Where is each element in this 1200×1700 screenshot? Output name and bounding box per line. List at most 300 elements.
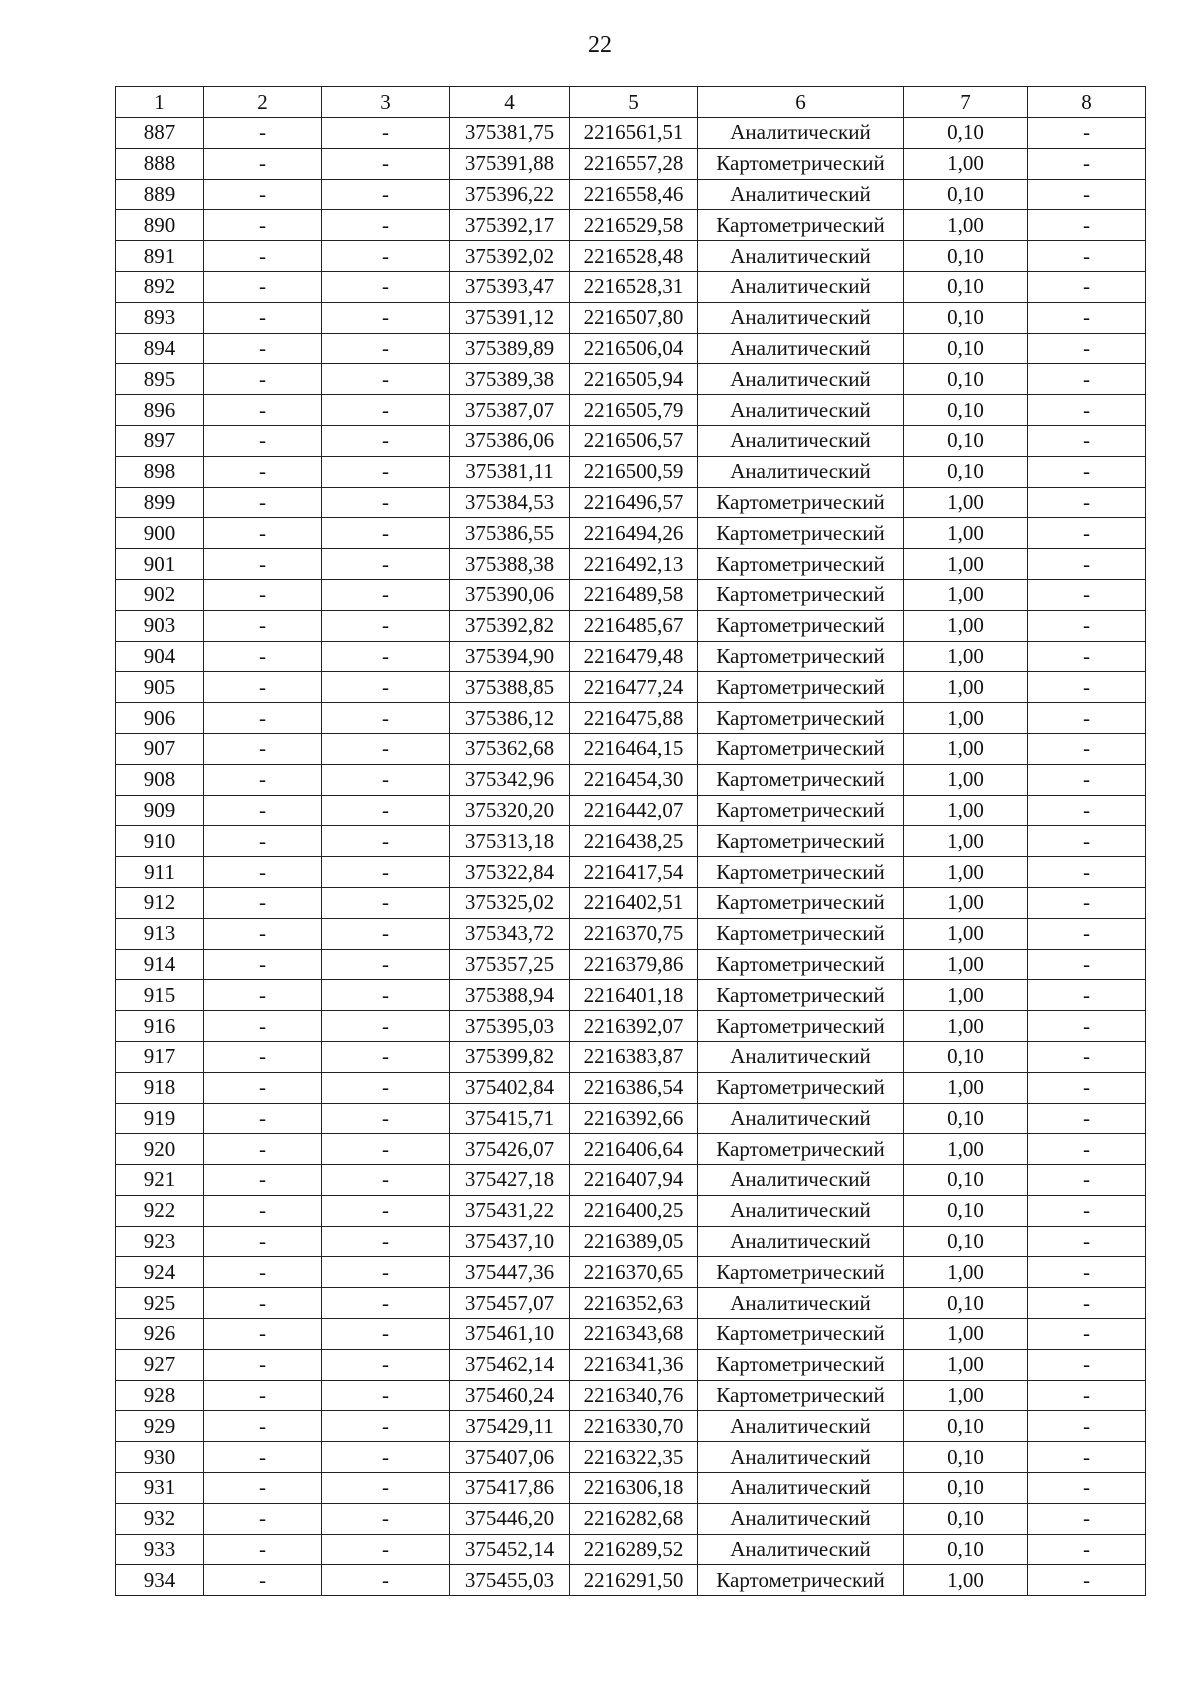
cell-col-8: - [1028, 980, 1146, 1011]
coordinates-table [115, 86, 1146, 1596]
cell-accuracy: 1,00 [904, 1380, 1028, 1411]
table-row [116, 1041, 1146, 1072]
cell-accuracy: 1,00 [904, 579, 1028, 610]
cell-coord-y: 2216379,86 [570, 949, 698, 980]
cell-col-8: - [1028, 210, 1146, 241]
table-row [116, 887, 1146, 918]
cell-point-number: 888 [116, 148, 204, 179]
cell-method: Картометрический [698, 1349, 904, 1380]
cell-col-2: - [204, 333, 322, 364]
cell-coord-y: 2216557,28 [570, 148, 698, 179]
cell-coord-x: 375389,89 [450, 333, 570, 364]
cell-col-2: - [204, 579, 322, 610]
cell-col-2: - [204, 1473, 322, 1504]
cell-point-number: 912 [116, 887, 204, 918]
cell-col-3: - [322, 980, 450, 1011]
cell-col-2: - [204, 1103, 322, 1134]
cell-accuracy: 1,00 [904, 918, 1028, 949]
cell-coord-y: 2216386,54 [570, 1072, 698, 1103]
column-header-2: 2 [204, 87, 322, 118]
cell-col-3: - [322, 641, 450, 672]
cell-coord-x: 375431,22 [450, 1195, 570, 1226]
cell-coord-y: 2216477,24 [570, 672, 698, 703]
cell-coord-x: 375388,85 [450, 672, 570, 703]
cell-col-2: - [204, 918, 322, 949]
cell-coord-y: 2216370,65 [570, 1257, 698, 1288]
table-row [116, 733, 1146, 764]
cell-col-8: - [1028, 179, 1146, 210]
cell-accuracy: 1,00 [904, 549, 1028, 580]
cell-coord-y: 2216485,67 [570, 610, 698, 641]
cell-accuracy: 0,10 [904, 302, 1028, 333]
cell-col-8: - [1028, 887, 1146, 918]
cell-col-3: - [322, 1134, 450, 1165]
cell-col-3: - [322, 857, 450, 888]
cell-col-8: - [1028, 1288, 1146, 1319]
cell-coord-x: 375427,18 [450, 1165, 570, 1196]
column-header-7: 7 [904, 87, 1028, 118]
cell-coord-y: 2216500,59 [570, 456, 698, 487]
cell-method: Картометрический [698, 857, 904, 888]
cell-coord-x: 375381,11 [450, 456, 570, 487]
table-row [116, 456, 1146, 487]
cell-coord-x: 375407,06 [450, 1442, 570, 1473]
cell-coord-x: 375394,90 [450, 641, 570, 672]
cell-method: Картометрический [698, 579, 904, 610]
cell-col-8: - [1028, 1565, 1146, 1596]
cell-col-3: - [322, 795, 450, 826]
cell-method: Картометрический [698, 887, 904, 918]
cell-method: Картометрический [698, 1319, 904, 1350]
cell-col-3: - [322, 1411, 450, 1442]
cell-accuracy: 1,00 [904, 518, 1028, 549]
cell-col-2: - [204, 1380, 322, 1411]
cell-col-3: - [322, 549, 450, 580]
cell-point-number: 891 [116, 241, 204, 272]
cell-accuracy: 0,10 [904, 1411, 1028, 1442]
table-row [116, 549, 1146, 580]
cell-point-number: 925 [116, 1288, 204, 1319]
table-row [116, 918, 1146, 949]
cell-col-8: - [1028, 764, 1146, 795]
cell-coord-y: 2216322,35 [570, 1442, 698, 1473]
cell-col-2: - [204, 241, 322, 272]
cell-col-2: - [204, 364, 322, 395]
cell-method: Картометрический [698, 1011, 904, 1042]
cell-point-number: 913 [116, 918, 204, 949]
cell-coord-x: 375320,20 [450, 795, 570, 826]
cell-coord-y: 2216289,52 [570, 1534, 698, 1565]
cell-accuracy: 1,00 [904, 1257, 1028, 1288]
cell-col-3: - [322, 518, 450, 549]
cell-col-2: - [204, 1165, 322, 1196]
column-header-6: 6 [698, 87, 904, 118]
cell-point-number: 919 [116, 1103, 204, 1134]
cell-point-number: 916 [116, 1011, 204, 1042]
cell-col-3: - [322, 1442, 450, 1473]
cell-method: Аналитический [698, 1195, 904, 1226]
cell-point-number: 896 [116, 395, 204, 426]
table-row [116, 795, 1146, 826]
table-row [116, 1257, 1146, 1288]
cell-accuracy: 1,00 [904, 641, 1028, 672]
cell-col-2: - [204, 1226, 322, 1257]
cell-coord-y: 2216402,51 [570, 887, 698, 918]
cell-method: Картометрический [698, 980, 904, 1011]
cell-col-3: - [322, 1257, 450, 1288]
cell-coord-y: 2216454,30 [570, 764, 698, 795]
cell-coord-x: 375392,82 [450, 610, 570, 641]
cell-method: Аналитический [698, 364, 904, 395]
cell-col-8: - [1028, 364, 1146, 395]
cell-accuracy: 0,10 [904, 1442, 1028, 1473]
cell-coord-y: 2216406,64 [570, 1134, 698, 1165]
cell-col-8: - [1028, 1134, 1146, 1165]
cell-col-8: - [1028, 1165, 1146, 1196]
cell-accuracy: 1,00 [904, 733, 1028, 764]
cell-coord-x: 375362,68 [450, 733, 570, 764]
cell-col-2: - [204, 1257, 322, 1288]
table-row [116, 518, 1146, 549]
cell-accuracy: 0,10 [904, 1165, 1028, 1196]
cell-col-3: - [322, 1473, 450, 1504]
cell-col-2: - [204, 1503, 322, 1534]
cell-method: Картометрический [698, 1072, 904, 1103]
cell-accuracy: 0,10 [904, 241, 1028, 272]
cell-point-number: 917 [116, 1041, 204, 1072]
cell-coord-x: 375386,12 [450, 703, 570, 734]
cell-col-3: - [322, 1288, 450, 1319]
cell-col-2: - [204, 1195, 322, 1226]
cell-point-number: 904 [116, 641, 204, 672]
cell-col-3: - [322, 1503, 450, 1534]
cell-coord-y: 2216389,05 [570, 1226, 698, 1257]
cell-col-8: - [1028, 1011, 1146, 1042]
cell-coord-y: 2216392,07 [570, 1011, 698, 1042]
cell-method: Картометрический [698, 733, 904, 764]
cell-coord-x: 375386,55 [450, 518, 570, 549]
cell-coord-x: 375392,17 [450, 210, 570, 241]
cell-col-3: - [322, 887, 450, 918]
cell-col-2: - [204, 949, 322, 980]
cell-method: Картометрический [698, 795, 904, 826]
cell-point-number: 905 [116, 672, 204, 703]
cell-col-3: - [322, 210, 450, 241]
cell-accuracy: 1,00 [904, 1134, 1028, 1165]
cell-point-number: 906 [116, 703, 204, 734]
cell-coord-x: 375415,71 [450, 1103, 570, 1134]
table-row [116, 949, 1146, 980]
cell-col-2: - [204, 518, 322, 549]
cell-method: Картометрический [698, 1134, 904, 1165]
cell-point-number: 901 [116, 549, 204, 580]
cell-coord-y: 2216400,25 [570, 1195, 698, 1226]
cell-point-number: 894 [116, 333, 204, 364]
cell-accuracy: 0,10 [904, 1473, 1028, 1504]
cell-point-number: 908 [116, 764, 204, 795]
cell-col-3: - [322, 764, 450, 795]
cell-accuracy: 0,10 [904, 1534, 1028, 1565]
cell-coord-x: 375386,06 [450, 425, 570, 456]
cell-col-3: - [322, 1011, 450, 1042]
table-row [116, 1165, 1146, 1196]
column-header-1: 1 [116, 87, 204, 118]
table-row [116, 1072, 1146, 1103]
cell-coord-y: 2216505,94 [570, 364, 698, 395]
cell-coord-x: 375455,03 [450, 1565, 570, 1596]
cell-col-3: - [322, 826, 450, 857]
table-row [116, 1534, 1146, 1565]
cell-coord-x: 375457,07 [450, 1288, 570, 1319]
cell-col-8: - [1028, 1257, 1146, 1288]
cell-col-8: - [1028, 333, 1146, 364]
cell-col-3: - [322, 148, 450, 179]
cell-coord-y: 2216291,50 [570, 1565, 698, 1596]
cell-accuracy: 0,10 [904, 1103, 1028, 1134]
table-row [116, 302, 1146, 333]
cell-coord-x: 375437,10 [450, 1226, 570, 1257]
cell-method: Аналитический [698, 333, 904, 364]
cell-point-number: 929 [116, 1411, 204, 1442]
cell-method: Аналитический [698, 1503, 904, 1534]
cell-col-8: - [1028, 826, 1146, 857]
cell-method: Картометрический [698, 1565, 904, 1596]
cell-point-number: 897 [116, 425, 204, 456]
cell-accuracy: 1,00 [904, 210, 1028, 241]
cell-point-number: 932 [116, 1503, 204, 1534]
cell-col-3: - [322, 302, 450, 333]
cell-col-2: - [204, 1349, 322, 1380]
cell-accuracy: 1,00 [904, 148, 1028, 179]
cell-method: Картометрический [698, 518, 904, 549]
cell-col-8: - [1028, 1503, 1146, 1534]
cell-coord-y: 2216442,07 [570, 795, 698, 826]
table-row [116, 703, 1146, 734]
column-header-4: 4 [450, 87, 570, 118]
cell-accuracy: 1,00 [904, 887, 1028, 918]
cell-accuracy: 0,10 [904, 118, 1028, 149]
cell-accuracy: 1,00 [904, 826, 1028, 857]
cell-point-number: 911 [116, 857, 204, 888]
cell-col-8: - [1028, 672, 1146, 703]
cell-col-2: - [204, 703, 322, 734]
cell-point-number: 895 [116, 364, 204, 395]
table-row [116, 672, 1146, 703]
cell-coord-y: 2216401,18 [570, 980, 698, 1011]
cell-coord-x: 375417,86 [450, 1473, 570, 1504]
cell-coord-y: 2216561,51 [570, 118, 698, 149]
cell-col-2: - [204, 641, 322, 672]
cell-coord-y: 2216506,04 [570, 333, 698, 364]
cell-method: Картометрический [698, 610, 904, 641]
cell-col-8: - [1028, 518, 1146, 549]
cell-coord-x: 375446,20 [450, 1503, 570, 1534]
cell-col-3: - [322, 241, 450, 272]
cell-point-number: 927 [116, 1349, 204, 1380]
cell-coord-x: 375460,24 [450, 1380, 570, 1411]
cell-method: Аналитический [698, 179, 904, 210]
cell-coord-y: 2216341,36 [570, 1349, 698, 1380]
cell-point-number: 903 [116, 610, 204, 641]
cell-point-number: 922 [116, 1195, 204, 1226]
cell-method: Аналитический [698, 1103, 904, 1134]
table-header-row [116, 87, 1146, 118]
cell-method: Аналитический [698, 395, 904, 426]
cell-coord-x: 375389,38 [450, 364, 570, 395]
cell-accuracy: 0,10 [904, 364, 1028, 395]
cell-col-2: - [204, 980, 322, 1011]
cell-col-8: - [1028, 395, 1146, 426]
cell-col-2: - [204, 1134, 322, 1165]
cell-coord-y: 2216529,58 [570, 210, 698, 241]
table-row [116, 241, 1146, 272]
cell-method: Картометрический [698, 1380, 904, 1411]
cell-col-8: - [1028, 795, 1146, 826]
cell-col-8: - [1028, 1103, 1146, 1134]
cell-coord-y: 2216528,48 [570, 241, 698, 272]
cell-col-2: - [204, 1288, 322, 1319]
cell-col-2: - [204, 1565, 322, 1596]
cell-method: Аналитический [698, 1442, 904, 1473]
cell-col-3: - [322, 1195, 450, 1226]
cell-method: Картометрический [698, 641, 904, 672]
cell-col-3: - [322, 271, 450, 302]
cell-col-8: - [1028, 1380, 1146, 1411]
cell-point-number: 928 [116, 1380, 204, 1411]
cell-col-8: - [1028, 425, 1146, 456]
cell-accuracy: 0,10 [904, 333, 1028, 364]
cell-coord-y: 2216492,13 [570, 549, 698, 580]
cell-col-8: - [1028, 549, 1146, 580]
cell-point-number: 899 [116, 487, 204, 518]
cell-col-3: - [322, 579, 450, 610]
cell-col-8: - [1028, 1534, 1146, 1565]
table-row [116, 210, 1146, 241]
cell-coord-x: 375325,02 [450, 887, 570, 918]
cell-col-3: - [322, 487, 450, 518]
cell-coord-x: 375388,94 [450, 980, 570, 1011]
cell-coord-y: 2216479,48 [570, 641, 698, 672]
cell-col-2: - [204, 672, 322, 703]
cell-point-number: 889 [116, 179, 204, 210]
cell-col-2: - [204, 764, 322, 795]
cell-col-3: - [322, 1072, 450, 1103]
cell-accuracy: 1,00 [904, 1072, 1028, 1103]
cell-coord-x: 375387,07 [450, 395, 570, 426]
cell-coord-x: 375447,36 [450, 1257, 570, 1288]
cell-point-number: 926 [116, 1319, 204, 1350]
cell-accuracy: 1,00 [904, 857, 1028, 888]
cell-col-2: - [204, 425, 322, 456]
cell-col-8: - [1028, 610, 1146, 641]
table-row [116, 579, 1146, 610]
cell-point-number: 933 [116, 1534, 204, 1565]
cell-col-2: - [204, 733, 322, 764]
cell-method: Картометрический [698, 826, 904, 857]
table-row [116, 425, 1146, 456]
cell-accuracy: 1,00 [904, 949, 1028, 980]
cell-col-3: - [322, 179, 450, 210]
cell-coord-y: 2216558,46 [570, 179, 698, 210]
table-row [116, 1442, 1146, 1473]
table-row [116, 1411, 1146, 1442]
cell-coord-y: 2216407,94 [570, 1165, 698, 1196]
cell-coord-y: 2216352,63 [570, 1288, 698, 1319]
cell-accuracy: 0,10 [904, 1041, 1028, 1072]
cell-accuracy: 0,10 [904, 179, 1028, 210]
cell-accuracy: 1,00 [904, 487, 1028, 518]
cell-coord-y: 2216340,76 [570, 1380, 698, 1411]
cell-point-number: 914 [116, 949, 204, 980]
cell-coord-x: 375357,25 [450, 949, 570, 980]
cell-accuracy: 1,00 [904, 703, 1028, 734]
cell-coord-x: 375429,11 [450, 1411, 570, 1442]
cell-col-8: - [1028, 918, 1146, 949]
cell-col-8: - [1028, 641, 1146, 672]
cell-col-8: - [1028, 148, 1146, 179]
cell-accuracy: 0,10 [904, 1226, 1028, 1257]
cell-col-8: - [1028, 1041, 1146, 1072]
cell-accuracy: 1,00 [904, 1349, 1028, 1380]
cell-method: Аналитический [698, 1226, 904, 1257]
cell-col-2: - [204, 210, 322, 241]
cell-col-2: - [204, 610, 322, 641]
cell-point-number: 893 [116, 302, 204, 333]
cell-col-2: - [204, 487, 322, 518]
table-row [116, 1103, 1146, 1134]
cell-accuracy: 1,00 [904, 672, 1028, 703]
table-row [116, 826, 1146, 857]
cell-accuracy: 1,00 [904, 610, 1028, 641]
cell-col-3: - [322, 118, 450, 149]
cell-point-number: 923 [116, 1226, 204, 1257]
cell-coord-x: 375402,84 [450, 1072, 570, 1103]
cell-col-2: - [204, 549, 322, 580]
cell-method: Аналитический [698, 1165, 904, 1196]
cell-method: Картометрический [698, 764, 904, 795]
cell-coord-y: 2216370,75 [570, 918, 698, 949]
cell-point-number: 921 [116, 1165, 204, 1196]
table-row [116, 610, 1146, 641]
cell-method: Картометрический [698, 949, 904, 980]
cell-coord-x: 375462,14 [450, 1349, 570, 1380]
cell-method: Аналитический [698, 302, 904, 333]
cell-point-number: 907 [116, 733, 204, 764]
table-row [116, 148, 1146, 179]
cell-col-3: - [322, 1103, 450, 1134]
cell-col-8: - [1028, 118, 1146, 149]
cell-accuracy: 0,10 [904, 456, 1028, 487]
cell-coord-x: 375388,38 [450, 549, 570, 580]
cell-col-2: - [204, 271, 322, 302]
cell-method: Аналитический [698, 1041, 904, 1072]
table-row [116, 1011, 1146, 1042]
cell-coord-x: 375399,82 [450, 1041, 570, 1072]
table-row [116, 1473, 1146, 1504]
cell-col-3: - [322, 1319, 450, 1350]
cell-point-number: 934 [116, 1565, 204, 1596]
cell-method: Аналитический [698, 456, 904, 487]
cell-col-3: - [322, 1041, 450, 1072]
cell-coord-x: 375395,03 [450, 1011, 570, 1042]
cell-method: Картометрический [698, 487, 904, 518]
cell-coord-x: 375392,02 [450, 241, 570, 272]
cell-col-3: - [322, 1534, 450, 1565]
cell-point-number: 931 [116, 1473, 204, 1504]
cell-coord-x: 375343,72 [450, 918, 570, 949]
cell-coord-y: 2216506,57 [570, 425, 698, 456]
cell-point-number: 910 [116, 826, 204, 857]
